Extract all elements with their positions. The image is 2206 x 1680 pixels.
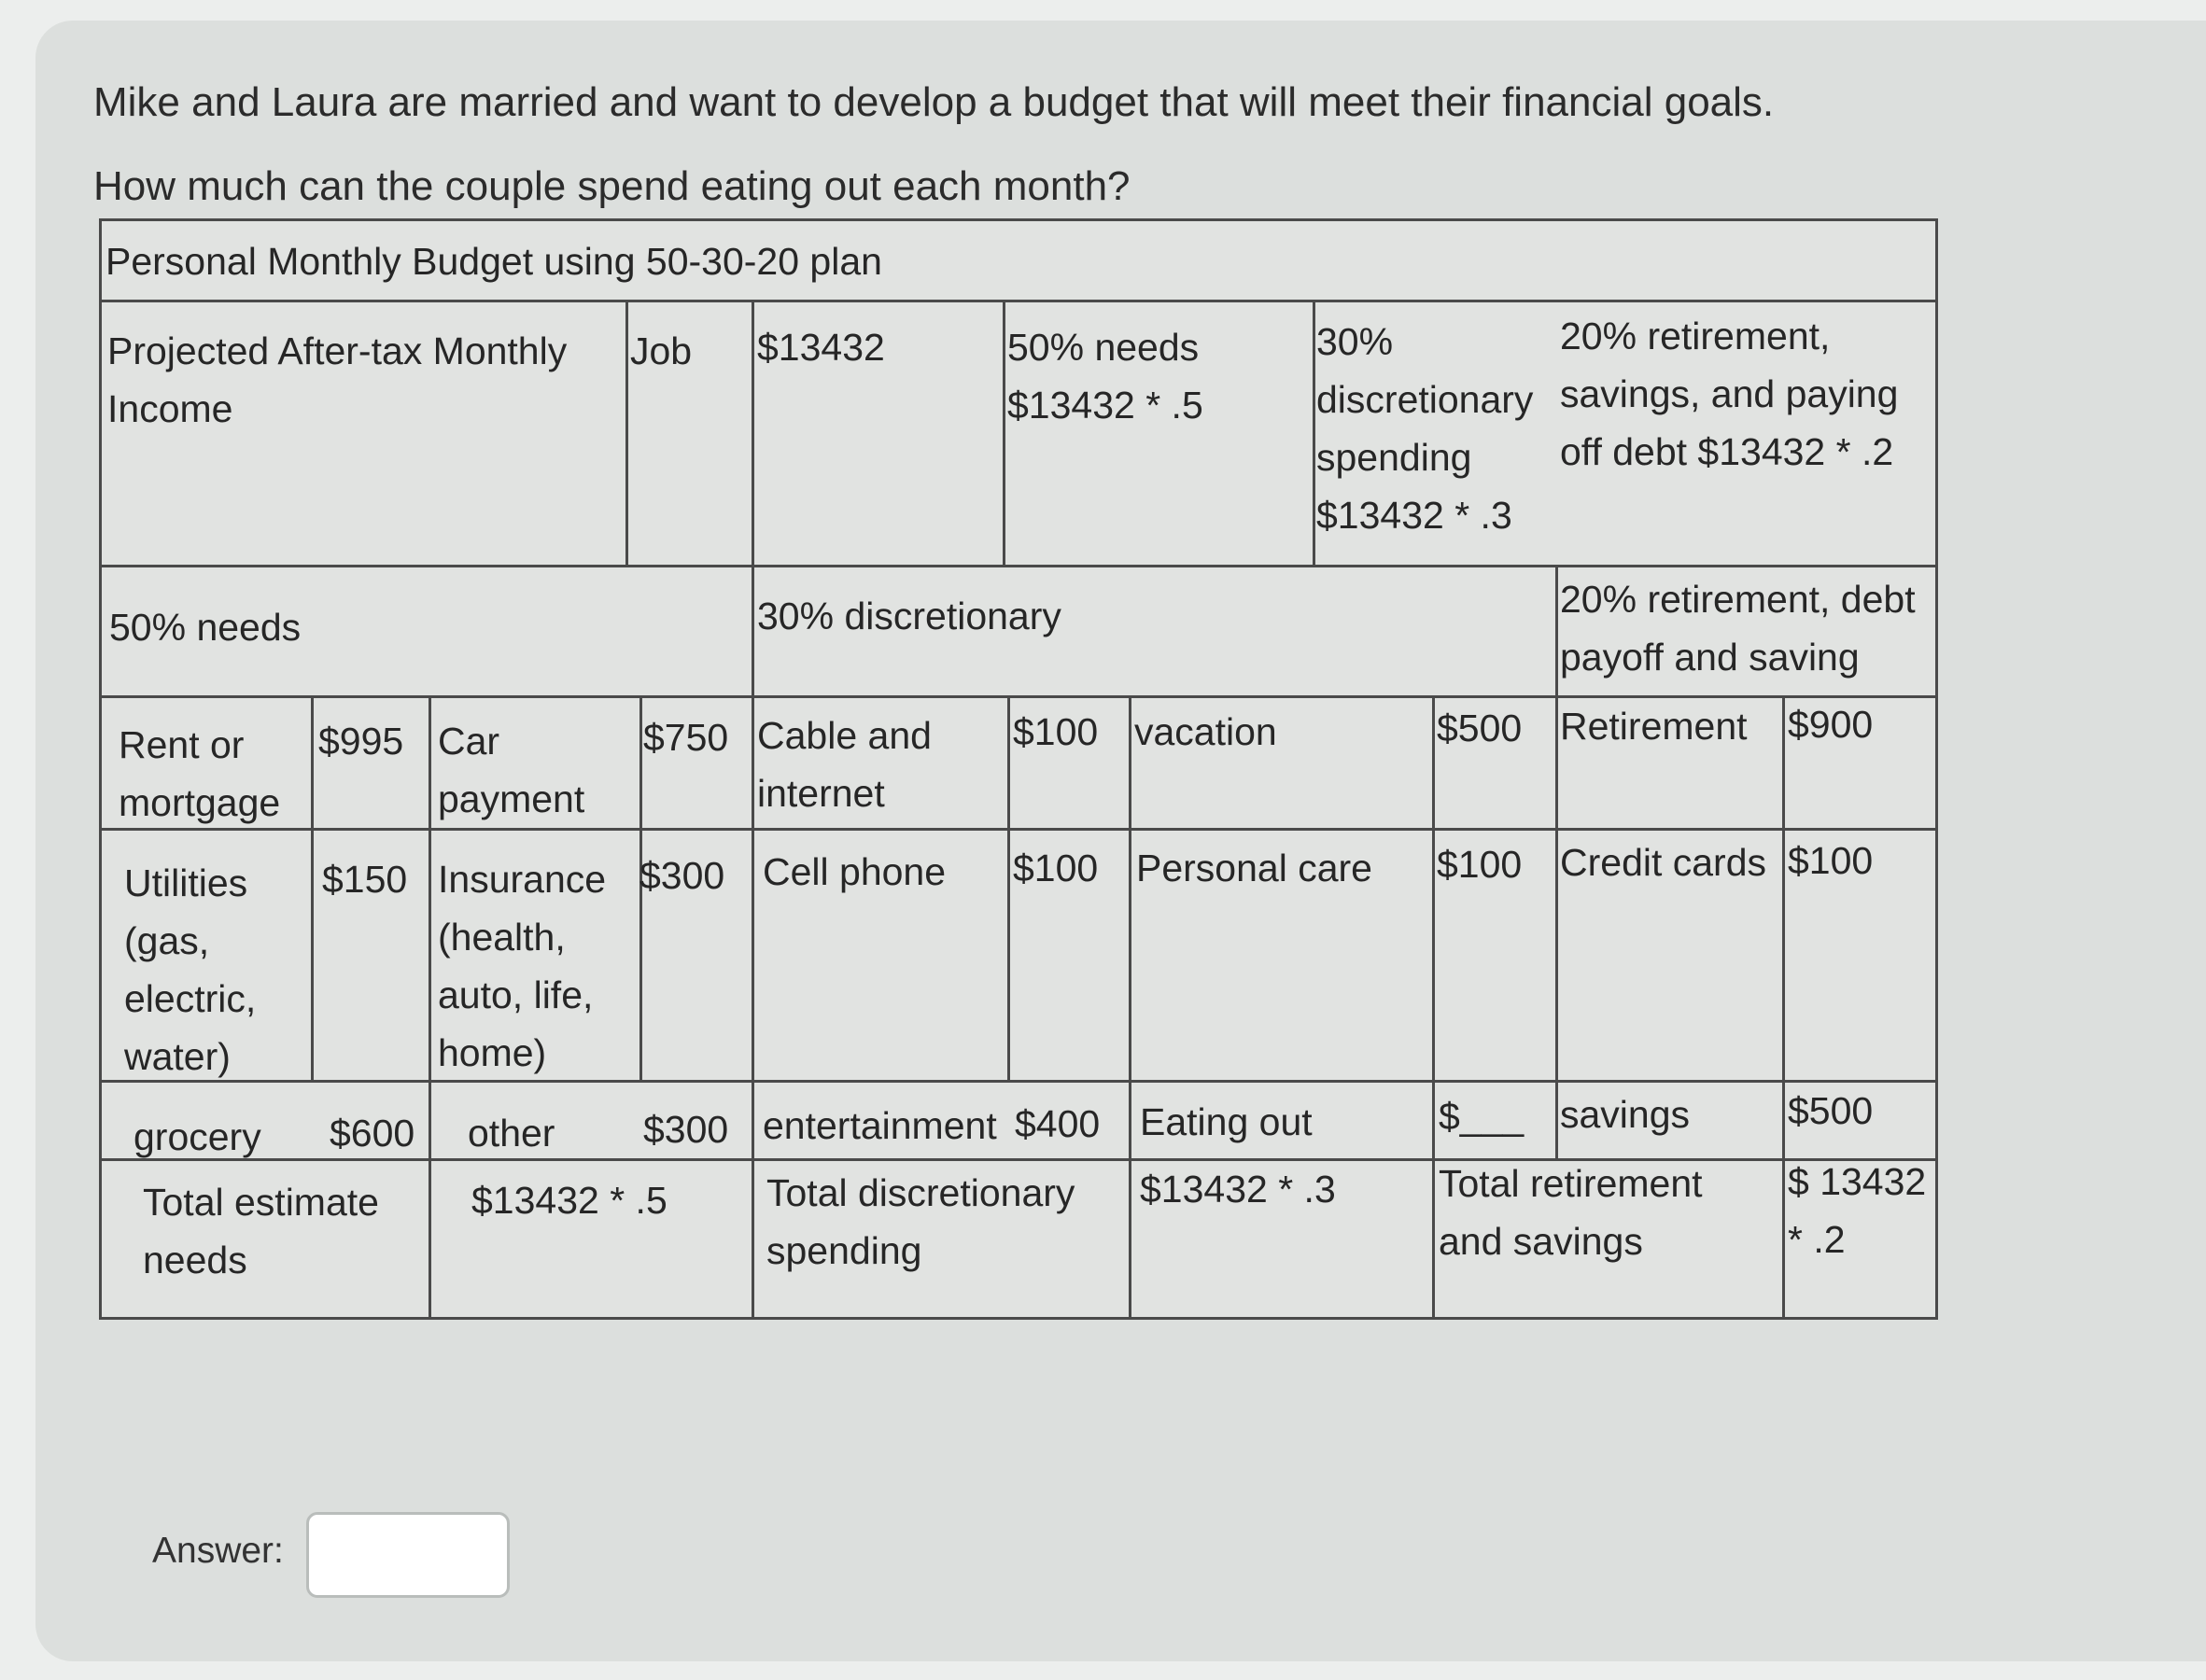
credit-cards-label: Credit cards (1560, 841, 1767, 884)
table-rule (102, 828, 1935, 831)
question-text-2: How much can the couple spend eating out each month? (93, 163, 1131, 209)
table-rule (752, 695, 754, 1158)
table-rule (752, 565, 754, 695)
entertainment-label: entertainment (763, 1104, 997, 1147)
grocery-value: $600 (330, 1112, 415, 1155)
personal-care-value: $100 (1437, 843, 1523, 886)
other-label: other (468, 1112, 555, 1155)
table-rule (102, 1080, 1935, 1083)
table-rule (1129, 695, 1131, 1158)
income-amount: $13432 (757, 326, 885, 369)
insurance-label: Insurance (health, auto, life, home) (438, 858, 607, 1074)
retirement-value: $900 (1788, 703, 1874, 746)
total-needs-value: $13432 * .5 (471, 1179, 667, 1222)
total-retirement-value: $ 13432 * .2 (1788, 1160, 1927, 1261)
table-rule (752, 300, 754, 565)
answer-input[interactable] (306, 1512, 510, 1598)
personal-care-label: Personal care (1136, 847, 1372, 889)
cell-phone-label: Cell phone (763, 850, 947, 893)
vacation-value: $500 (1437, 707, 1523, 749)
table-rule (1555, 695, 1558, 1158)
table-rule (625, 300, 628, 565)
credit-cards-value: $100 (1788, 839, 1874, 882)
grocery-label: grocery (133, 1115, 261, 1158)
entertainment-value: $400 (1015, 1102, 1101, 1145)
table-rule (1007, 695, 1010, 1080)
table-rule (1782, 1158, 1785, 1317)
insurance-value: $300 (639, 854, 725, 897)
savings-value: $500 (1788, 1089, 1874, 1132)
needs-formula: 50% needs $13432 * .5 (1007, 326, 1203, 427)
cell-phone-value: $100 (1013, 847, 1099, 889)
car-value: $750 (643, 716, 729, 759)
discretionary-formula: 30% discretionary spending $13432 * .3 (1316, 320, 1534, 537)
table-rule (102, 565, 1935, 567)
income-label: Projected After-tax Monthly Income (107, 329, 568, 430)
table-rule (1555, 565, 1558, 695)
table-title: Personal Monthly Budget using 50-30-20 plan (105, 240, 882, 283)
other-value: $300 (643, 1108, 729, 1151)
retirement-header: 20% retirement, debt payoff and saving (1560, 578, 1916, 679)
retirement-label: Retirement (1560, 705, 1748, 748)
needs-header: 50% needs (109, 606, 302, 649)
answer-label: Answer: (152, 1531, 284, 1571)
table-rule (1003, 300, 1005, 565)
cable-label: Cable and internet (757, 714, 932, 815)
utilities-value: $150 (322, 858, 408, 901)
retirement-formula: 20% retirement, savings, and paying off debt $13432 * .2 (1560, 315, 1899, 473)
rent-label: Rent or mortgage (119, 723, 281, 824)
cable-value: $100 (1013, 710, 1099, 753)
total-discretionary-value: $13432 * .3 (1140, 1168, 1336, 1211)
total-needs-label: Total estimate needs (143, 1181, 379, 1281)
total-retirement-label: Total retirement and savings (1439, 1162, 1703, 1263)
discretionary-header: 30% discretionary (757, 595, 1061, 637)
table-rule (752, 1158, 754, 1317)
total-discretionary-label: Total discretionary spending (766, 1171, 1075, 1272)
vacation-label: vacation (1134, 710, 1277, 753)
table-rule (429, 695, 431, 1080)
income-source: Job (630, 329, 693, 372)
eating-out-label: Eating out (1140, 1100, 1313, 1143)
table-rule (1432, 695, 1435, 1158)
table-rule (1432, 1158, 1435, 1317)
car-label: Car payment (438, 720, 585, 820)
table-rule (429, 1080, 431, 1317)
table-rule (102, 300, 1935, 302)
question-text-1: Mike and Laura are married and want to develop a budget that will meet their financial goals. (93, 79, 1775, 125)
rent-value: $995 (318, 720, 404, 763)
table-rule (1782, 695, 1785, 1158)
table-rule (1313, 300, 1315, 565)
utilities-label: Utilities (gas, electric, water) (124, 861, 257, 1078)
savings-label: savings (1560, 1093, 1691, 1136)
eating-out-value: $___ (1439, 1095, 1525, 1138)
table-rule (311, 695, 314, 1080)
budget-table (99, 218, 1938, 1320)
table-rule (1129, 1158, 1131, 1317)
